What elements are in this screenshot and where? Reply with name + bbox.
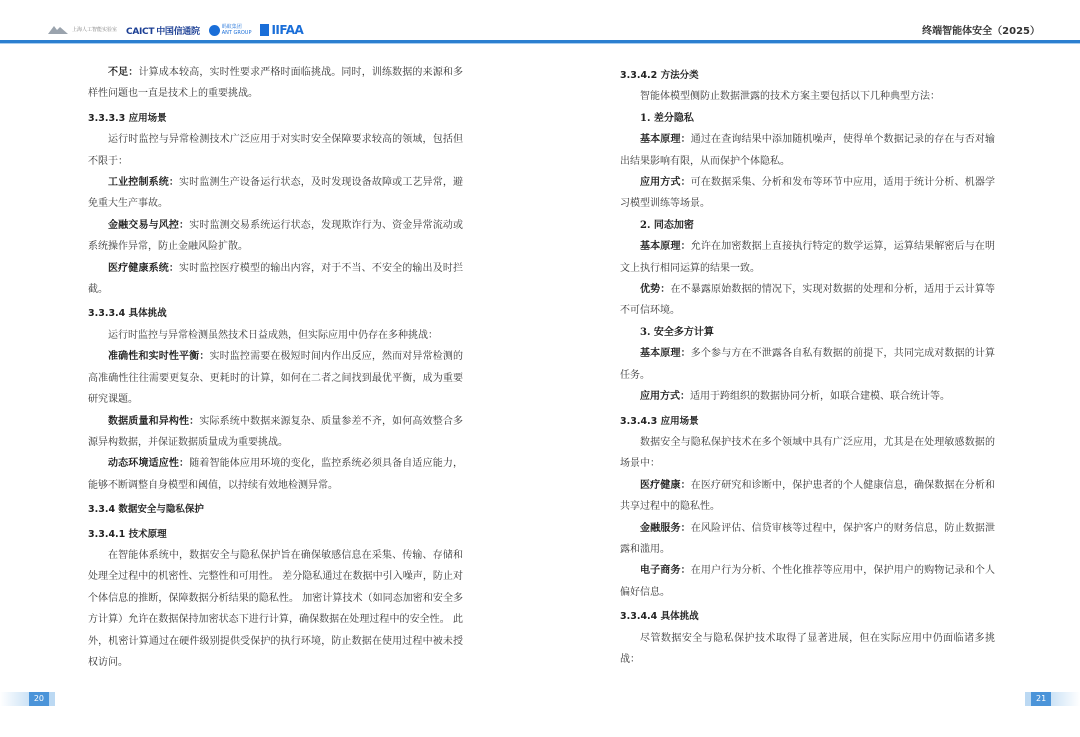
labeled-paragraph — [620, 343, 995, 386]
ai-lab-mark-icon — [48, 25, 68, 35]
method-subheading-text: 1. 差分隐私 — [640, 112, 694, 124]
body-paragraph — [620, 628, 995, 671]
method-subheading-text: 3. 安全多方计算 — [640, 326, 714, 338]
paragraph-text: 实际系统中数据来源复杂、质量参差不齐，如何高效整合多源异构数据，并保证数据质量成为重要挑战。 — [88, 415, 464, 448]
paragraph-text: 通过在查询结果中添加随机噪声，使得单个数据记录的存在与否对输出结果影响有限，从而保护个体隐私。 — [620, 134, 996, 167]
paragraph-lead: 医疗健康系统： — [108, 262, 180, 274]
body-paragraph — [88, 129, 463, 172]
right-page-footer — [1025, 692, 1080, 706]
right-page-column — [620, 62, 995, 670]
section-heading: 3.3.4 数据安全与隐私保护 — [88, 504, 204, 516]
iifaa-mark-icon — [260, 24, 269, 36]
paragraph-text: 多个参与方在不泄露各自私有数据的前提下，共同完成对数据的计算任务。 — [620, 348, 996, 381]
method-subheading — [620, 108, 995, 129]
paragraph-text: 数据安全与隐私保护技术在多个领域中具有广泛应用，尤其是在处理敏感数据的场景中： — [620, 436, 995, 470]
paragraph-text: 实时监测生产设备运行状态，及时发现设备故障或工艺异常，避免重大生产事故。 — [88, 177, 464, 210]
labeled-paragraph — [620, 129, 995, 172]
body-paragraph — [620, 432, 995, 475]
section-heading: 3.3.4.1 技术原理 — [88, 528, 167, 540]
paragraph-lead: 基本原理： — [640, 134, 691, 146]
paragraph-lead: 应用方式： — [640, 177, 691, 189]
page-header — [0, 0, 1080, 44]
partner-logos — [48, 20, 303, 40]
shanghai-ai-lab-text: 上海人工智能实验室 — [72, 27, 118, 33]
paragraph-lead: 基本原理： — [640, 348, 691, 360]
section-heading: 3.3.3.4 具体挑战 — [88, 308, 167, 320]
paragraph-lead: 电子商务： — [640, 565, 691, 577]
paragraph-lead: 不足： — [108, 67, 139, 78]
left-page-number: 20 — [29, 692, 49, 706]
labeled-paragraph — [88, 62, 463, 105]
paragraph-lead: 准确性和实时性平衡： — [108, 351, 210, 363]
left-page-column — [88, 62, 463, 673]
paragraph-text: 尽管数据安全与隐私保护技术取得了显著进展，但在实际应用中仍面临诸多挑战： — [620, 632, 995, 665]
paragraph-lead: 数据质量和异构性： — [108, 415, 200, 427]
paragraph-text: 在医疗研究和诊断中，保护患者的个人健康信息，确保数据在分析和共享过程中的隐私性。 — [620, 479, 996, 513]
ant-circle-icon — [209, 25, 220, 36]
method-subheading — [620, 322, 995, 343]
section-heading: 3.3.4.3 应用场景 — [620, 415, 699, 427]
section-heading: 3.3.4.4 具体挑战 — [620, 611, 699, 623]
labeled-paragraph — [620, 236, 995, 279]
paragraph-text: 智能体模型侧防止数据泄露的技术方案主要包括以下几种典型方法： — [640, 91, 940, 103]
ant-group-cn: 蚂蚁集团 — [221, 24, 242, 30]
paragraph-text: 在智能体系统中，数据安全与隐私保护旨在确保敏感信息在采集、传输、存储和处理全过程中的机密性、完整性和可用性。 差分隐私通过在数据中引入噪声，防止对个体信息的推断，保障数据分析结果的隐私性。 加密计算技术（如同态加密和安全多方计算）允许在数据保持加密状态下进行计算，确保数据在处理过程中的安全性。 此外，机密计算通过在硬件级别提供受保护的执行环境，防止数据在使用过程中被未授权访问。 — [88, 549, 463, 668]
caict-logo — [126, 24, 200, 37]
labeled-paragraph — [88, 258, 463, 301]
paragraph-text: 实时监控需要在极短时间内作出反应，然而对异常检测的高准确性往往需要更复杂、更耗时的计算，如何在二者之间找到最优平衡，成为重要研究课题。 — [88, 351, 464, 406]
left-page-footer — [0, 692, 55, 706]
right-page-number: 21 — [1031, 692, 1051, 706]
caict-cn: 中国信通院 — [156, 26, 200, 37]
labeled-paragraph — [88, 411, 463, 454]
paragraph-lead: 动态环境适应性： — [108, 458, 190, 470]
body-paragraph — [88, 325, 463, 346]
labeled-paragraph — [620, 172, 995, 215]
method-subheading — [620, 215, 995, 236]
paragraph-text: 实时监测交易系统运行状态，发现欺诈行为、资金异常流动或系统操作异常，防止金融风险扩散。 — [88, 219, 464, 253]
paragraph-text: 运行时监控与异常检测虽然技术日益成熟，但实际应用中仍存在多种挑战： — [108, 329, 438, 341]
iifaa-text: IIFAA — [271, 23, 304, 37]
paragraph-lead: 基本原理： — [640, 241, 691, 253]
paragraph-lead: 工业控制系统： — [108, 177, 180, 189]
paragraph-text: 在风险评估、信贷审核等过程中，保护客户的财务信息，防止数据泄露和滥用。 — [620, 522, 996, 555]
paragraph-text: 允许在加密数据上直接执行特定的数学运算，运算结果解密后与在明文上执行相同运算的结果一致。 — [620, 241, 996, 274]
paragraph-text: 适用于跨组织的数据协同分析，如联合建模、联合统计等。 — [690, 391, 950, 403]
paragraph-text: 计算成本较高，实时性要求严格时面临挑战。同时，训练数据的来源和多样性问题也一直是技术上的重要挑战。 — [88, 67, 464, 100]
caict-en: CAICT — [126, 26, 155, 37]
method-subheading-text: 2. 同态加密 — [640, 219, 694, 231]
paragraph-text: 可在数据采集、分析和发布等环节中应用，适用于统计分析、机器学习模型训练等场景。 — [620, 177, 996, 210]
header-divider-light — [0, 43, 1080, 44]
paragraph-lead: 应用方式： — [640, 391, 690, 403]
ant-group-logo — [209, 24, 252, 36]
paragraph-lead: 金融交易与风控： — [108, 219, 190, 231]
labeled-paragraph — [88, 172, 463, 215]
section-heading: 3.3.3.3 应用场景 — [88, 112, 167, 124]
labeled-paragraph — [88, 215, 463, 258]
paragraph-text: 随着智能体应用环境的变化，监控系统必须具备自适应能力，能够不断调整自身模型和阈值，以持续有效地检测异常。 — [88, 458, 464, 491]
shanghai-ai-lab-logo — [48, 25, 117, 35]
labeled-paragraph — [620, 560, 995, 603]
section-heading: 3.3.4.2 方法分类 — [620, 70, 699, 81]
labeled-paragraph — [620, 279, 995, 322]
paragraph-lead: 医疗健康： — [640, 479, 691, 491]
ant-group-en: ANT GROUP — [221, 30, 252, 36]
paragraph-text: 在不暴露原始数据的情况下，实现对数据的处理和分析，适用于云计算等不可信环境。 — [620, 284, 996, 317]
paragraph-text: 在用户行为分析、个性化推荐等应用中，保护用户的购物记录和个人偏好信息。 — [620, 565, 996, 598]
document-title: 终端智能体安全（2025） — [922, 26, 1040, 37]
labeled-paragraph — [88, 453, 463, 496]
body-paragraph — [620, 86, 995, 107]
paragraph-lead: 金融服务： — [640, 522, 691, 534]
paragraph-lead: 优势： — [640, 284, 671, 296]
labeled-paragraph — [620, 475, 995, 518]
paragraph-text: 实时监控医疗模型的输出内容，对于不当、不安全的输出及时拦截。 — [88, 262, 464, 296]
labeled-paragraph — [620, 386, 995, 407]
paragraph-text: 运行时监控与异常检测技术广泛应用于对实时安全保障要求较高的领域，包括但不限于： — [88, 134, 463, 167]
iifaa-logo — [260, 23, 303, 37]
body-paragraph — [88, 545, 463, 673]
labeled-paragraph — [620, 518, 995, 561]
labeled-paragraph — [88, 346, 463, 410]
